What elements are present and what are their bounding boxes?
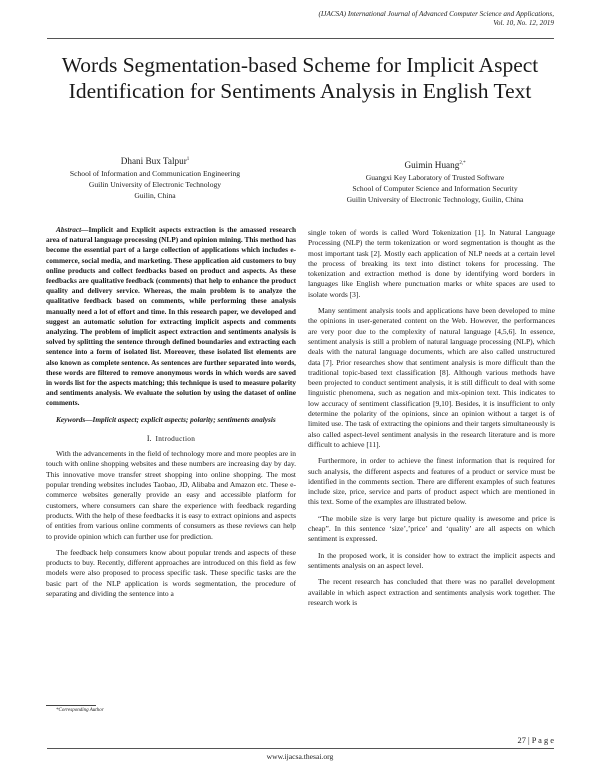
author-affiliation: Guilin, China [134,191,176,201]
right-column [308,228,555,614]
journal-header [174,10,554,28]
footnote: *Corresponding Author [56,708,104,713]
footer-url: www.ijacsa.thesai.org [266,752,334,761]
section-heading: I. Introduction [146,433,196,443]
body-paragraph: “The mobile size is very large but picture quality is awesome and price is cheap”. In this sentence ‘size’,’price’ and ‘quality’ are all aspects on which sentiment is expressed. [308,513,555,544]
author-affiliation: School of Information and Communication Engineering [69,169,241,179]
author-affiliation: Guilin University of Electronic Technology [88,180,222,190]
body-paragraph: Furthermore, in order to achieve the finest information that is required for such analysis, the different aspects and features of a product or service must be identified in the comments section. There are different examples of such features include size, price, service and parts of product aspect which are mentioned in this text. Some of the examples are illustrated below. [308,456,555,507]
abstract: Abstract—Implicit and Explicit aspects extraction is the amassed research area of natural language processing (NLP) and opinion mining. This method has become the essential part of a large collection of applications which includes e-commerce, social media, and marketing. These application aid customers to buy online products and collect feedbacks based on product and aspects. As these feedbacks are qualitative feedback (comments) that help to enhance the product quality and delivery service. Whereas, the main problem is to analyze the qualitative feedback based on comments, while performing these analysis manually need a lot of effort and time. In this research paper, we developed and suggest an automatic solution for extracting implicit aspects and comments analyzing. The problem of implicit aspect extraction and sentiments analysis is solved by splitting the sentence through defined boundaries and extracting each sentence into a form of isolated list. Moreover, these isolated list elements are also known as complete sentence. As sentences are further separated into words, these words are filtered to remove anonymous words in which words are saved in words list for the aspects matching; this technique is used to measure polarity and sentiments analysis. We evaluate the solution by using the dataset of online comments. [46,225,296,408]
body-paragraph: With the advancements in the field of technology more and more peoples are in touch with online shopping websites and these numbers are increasing day by day. This innovative move transfer street shopping into online shopping. The most popular trending websites includes Taobao, JD, Alibaba and Amazon etc. These e-commerce websites generally provide an easy and accessible platform for customers, where consumers can share the experience with feedback regarding products. With the help of these feedbacks it is easy to extract opinions and aspects of entities from various online comments of consumers as these reviews can help to provide opinion which can further use for prediction. [46,449,296,541]
author-block-2 [320,157,550,205]
journal-volume: Vol. 10, No. 12, 2019 [493,19,554,27]
author-affiliation: Guangxi Key Laboratory of Trusted Software [365,173,505,183]
body-paragraph: single token of words is called Word Tokenization [1]. In Natural Language Processing (NLP) the term tokenization or word segmentation is thought as the most important task [2]. Mostly each application of NLP needs at a certain level the process of breaking its text into distinct tokens for processing. The tokenization and extraction method is done by identifying word borders in languages like English where punctuation marks or white spaces are used to isolate words [3]. [308,228,555,299]
page-number: 27 | P a g e [517,736,554,745]
header-rule [47,38,554,39]
body-paragraph: In the proposed work, it is consider how to extract the implicit aspects and sentiments analysis on an aspect level. [308,550,555,570]
author-affiliation: School of Computer Science and Information Security [352,184,518,194]
author-affiliation: Guilin University of Electronic Technology, Guilin, China [346,195,524,205]
body-paragraph: The feedback help consumers know about popular trends and aspects of these products to buy. Recently, different approaches are introduced on this field as few models were also proposed to process specific task. These specific tasks are the basic part of the NLP application is words segmentation, the procedure of separating and dividing the sentence into a [46,547,296,599]
journal-name: (IJACSA) International Journal of Advanced Computer Science and Applications, [318,10,554,18]
footer-rule [47,748,554,749]
body-paragraph: Many sentiment analysis tools and applications have been developed to mine the opinions in user-generated content on the Web. However, the performances are very poor due to the complexity of natural language [4,5,6]. In essence, sentiment analysis is still a problem of natural language processing (NLP), which deals with the natural language documents, which are also called unstructured data [7]. Prior researches show that sentiment analysis is more difficult than the traditional topic-based text classification [8]. Although various methods have been projected to conduct sentiment analysis, it is still difficult to deal with some linguistic phenomena, such as negation and mix-opinion text. This indicates to low accuracy of sentiment classification [9,10]. Besides, it is insufficient to only determine the polarity of the opinions, since an opinion without a target is of limited use. The task of extracting the opinions and their targets simultaneously is also called aspect-level sentiment analysis in the research literature and is more difficult to achieve [11]. [308,306,555,449]
author-name: Dhani Bux Talpur$^1$ [120,156,190,167]
keywords: Keywords—Implicit aspect; explicit aspects; polarity; sentiments analysis [56,414,276,424]
body-paragraph: The recent research has concluded that there was no parallel development available in which aspect extraction and sentiments analysis work together. The research work is [308,577,555,607]
author-block-1 [60,153,250,201]
author-name: Guimin Huang$^{2,*}$ [404,160,466,171]
paper-title: Words Segmentation-based Scheme for Implicit Aspect Identification for Sentiments Analysis in English Text [61,53,539,103]
left-column [46,225,296,605]
footnote-rule [46,705,96,706]
